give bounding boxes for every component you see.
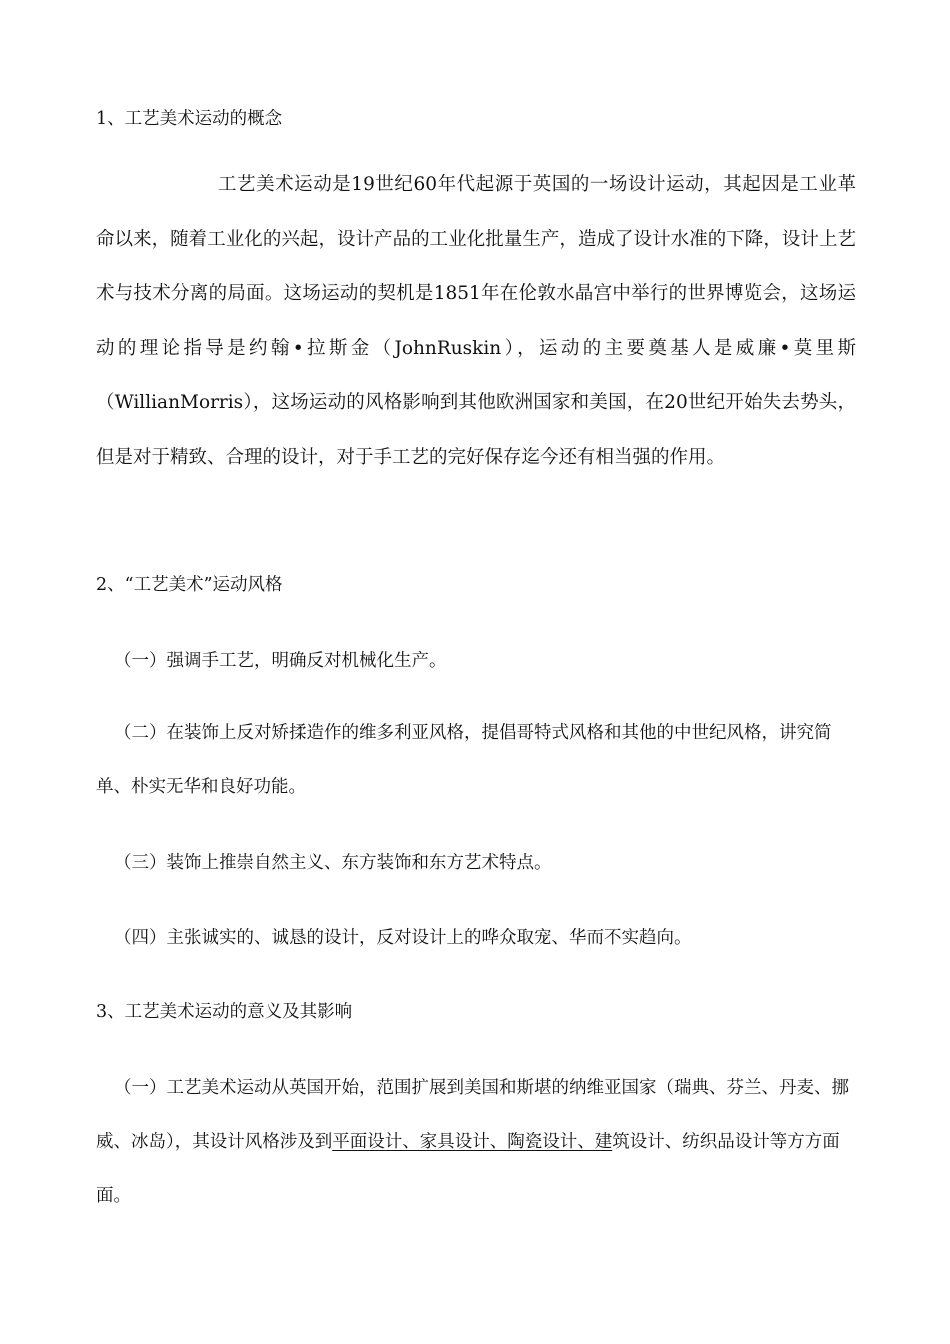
section-1-paragraph — [96, 158, 856, 485]
section-2-heading: 2、“工艺美术”运动风格 — [96, 575, 283, 595]
section-1-paragraph-text: 工艺美术运动是19世纪60年代起源于英国的一场设计运动，其起因是工业革命以来，随着工业化的兴起，设计产品的工业化批量生产，造成了设计水准的下降，设计上艺术与技术分离的局面。这场运动的契机是1851年在伦敦水晶宫中举行的世界博览会，这场运动的理论指导是约翰•拉斯金（JohnRuskin），运动的主要奠基人是威廉•莫里斯（WillianMorris），这场运动的风格影响到其他欧洲国家和美国，在20世纪开始失去势头，但是对于精致、合理的设计，对于手工艺的完好保存迄今还有相当强的作用。 — [96, 174, 856, 468]
style-item-1: （一）强调手工艺，明确反对机械化生产。 — [114, 651, 447, 671]
style-item-2 — [96, 706, 856, 814]
influence-item-1 — [96, 1061, 856, 1223]
style-item-4: （四）主张诚实的、诚恳的设计，反对设计上的哗众取宠、华而不实趋向。 — [114, 928, 692, 948]
style-item-3: （三）装饰上推崇自然主义、东方装饰和东方艺术特点。 — [114, 853, 552, 873]
influence-item-1-tail: 筑设计、纺织品设计等方方面面。 — [96, 1132, 840, 1206]
influence-item-1-text: （一）工艺美术运动从英国开始，范围扩展到美国和斯堪的纳维亚国家（瑞典、芬兰、丹麦、挪威、冰岛），其设计风格涉及到 — [96, 1078, 849, 1152]
section-3-heading: 3、工艺美术运动的意义及其影响 — [96, 1002, 353, 1022]
style-item-2-text: （二）在装饰上反对矫揉造作的维多利亚风格，提倡哥特式风格和其他的中世纪风格，讲究简单、朴实无华和良好功能。 — [96, 723, 832, 797]
influence-item-1-underlined: 平面设计、家具设计、陶瓷设计、建 — [332, 1132, 613, 1152]
section-1-heading: 1、工艺美术运动的概念 — [96, 109, 283, 129]
